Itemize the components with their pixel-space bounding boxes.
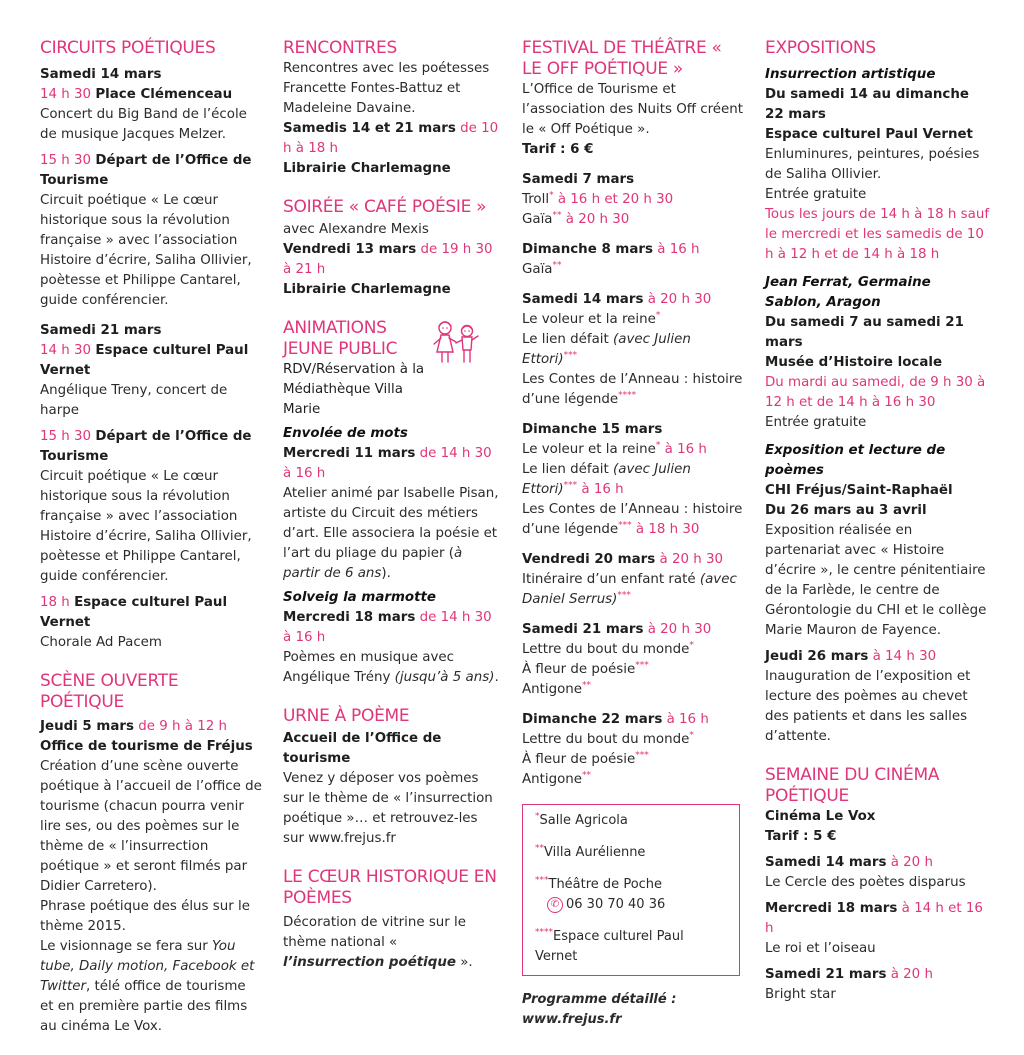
event-date: Mercredi 18 mars bbox=[283, 610, 416, 625]
show-line bbox=[522, 460, 744, 500]
section-festival bbox=[522, 38, 744, 790]
show-title: Le voleur et la reine bbox=[522, 312, 656, 327]
show-title: Itinéraire d’un enfant raté bbox=[522, 572, 700, 587]
event-date: Vendredi 13 mars bbox=[283, 242, 417, 257]
exhibit-desc: Enluminures, peintures, poésies de Saliha Ollivier. bbox=[765, 147, 980, 182]
event-desc bbox=[283, 484, 501, 584]
film-title: Le Cercle des poètes disparus bbox=[765, 875, 966, 890]
venue-name: Espace culturel Paul Vernet bbox=[535, 929, 684, 964]
venue-marker: *** bbox=[635, 750, 649, 761]
event-desc: Chorale Ad Pacem bbox=[40, 635, 162, 650]
venue-marker: *** bbox=[618, 520, 632, 531]
event-date: Dimanche 8 mars bbox=[522, 242, 653, 257]
event-date: Jeudi 26 mars bbox=[765, 649, 869, 664]
event-time: 15 h 30 bbox=[40, 429, 92, 444]
section-heading-rencontres: RENCONTRES bbox=[283, 38, 397, 58]
event-time: 18 h bbox=[40, 595, 70, 610]
event-time: 15 h 30 bbox=[40, 153, 92, 168]
event-desc bbox=[283, 913, 501, 973]
section-heading-animations: ANIMATIONS JEUNE PUBLIC bbox=[283, 318, 398, 359]
desc-italic: You tube, Daily motion, Facebook et Twitter bbox=[40, 939, 255, 994]
legend-row bbox=[535, 811, 729, 831]
show-title: Les Contes de l’Anneau : histoire d’une légende bbox=[522, 502, 743, 537]
venue-marker: ** bbox=[552, 260, 562, 271]
venue-name: Salle Agricola bbox=[539, 813, 628, 828]
event-date: Samedi 14 mars bbox=[765, 855, 887, 870]
venue-marker: * bbox=[535, 811, 540, 822]
show-line bbox=[522, 210, 744, 230]
legend-row bbox=[535, 927, 729, 967]
show-line bbox=[522, 660, 744, 680]
desc-text: Le visionnage se fera sur bbox=[40, 939, 213, 954]
event-date: Samedis 14 et 21 mars bbox=[283, 121, 456, 136]
show-title: Le lien défait bbox=[522, 332, 614, 347]
venue-marker: ** bbox=[552, 210, 562, 221]
exhibit-place: CHI Fréjus/Saint-Raphaël bbox=[765, 483, 953, 498]
event-time: à 16 h bbox=[657, 242, 700, 257]
show-title: Les Contes de l’Anneau : histoire d’une légende bbox=[522, 372, 743, 407]
desc-text: , télé office de tourisme et en première partie des films au cinéma Le Vox. bbox=[40, 979, 248, 1034]
desc-italic: (jusqu’à 5 ans) bbox=[394, 670, 495, 685]
event-place: Départ de l’Office de Tourisme bbox=[40, 153, 252, 188]
show-line bbox=[522, 750, 744, 770]
phone-icon: ✆ bbox=[547, 897, 563, 913]
event-time: à 18 h 30 bbox=[631, 522, 700, 537]
exhibit-title: Jean Ferrat, Germaine Sablon, Aragon bbox=[765, 275, 931, 310]
section-scene bbox=[40, 671, 262, 1037]
event-time: 14 h 30 bbox=[40, 343, 92, 358]
event-time: à 20 h bbox=[890, 855, 933, 870]
venue-marker: *** bbox=[635, 660, 649, 671]
event-time: de 14 h 30 à 16 h bbox=[283, 610, 492, 645]
legend-row bbox=[535, 843, 729, 863]
event-date: Samedi 21 mars bbox=[765, 967, 887, 982]
festival-intro: L’Office de Tourisme et l’association des Nuits Off créent le « Off Poétique ». bbox=[522, 82, 744, 137]
section-heading-coeur: LE CŒUR HISTORIQUE EN POÈMES bbox=[283, 867, 497, 908]
event-time: à 20 h 30 bbox=[659, 552, 724, 567]
event-date: Mercredi 11 mars bbox=[283, 446, 416, 461]
film-title: Bright star bbox=[765, 987, 836, 1002]
event-place: Espace culturel Paul Vernet bbox=[40, 595, 228, 630]
section-heading-scene: SCÈNE OUVERTE POÉTIQUE bbox=[40, 671, 179, 712]
exhibit-desc: Inauguration de l’exposition et lecture des poèmes au chevet des patients et dans les salles d’attente. bbox=[765, 669, 971, 744]
event-date: Jeudi 5 mars bbox=[40, 719, 134, 734]
event-date: Samedi 14 mars bbox=[522, 292, 644, 307]
event-time: à 20 h bbox=[890, 967, 933, 982]
show-line bbox=[522, 770, 744, 790]
exhibit-desc: Exposition réalisée en partenariat avec « Histoire d’écrire », le centre pénitentiaire de la Farlède, le centre de Gérontologie du CHI et le collège Marie Mauron de Fayence. bbox=[765, 523, 987, 638]
section-coeur bbox=[283, 867, 501, 973]
exhibit-dates: Du 26 mars au 3 avril bbox=[765, 503, 927, 518]
venue-marker: **** bbox=[535, 927, 553, 938]
cinema-tarif: Tarif : 5 € bbox=[765, 829, 837, 844]
venue-marker: *** bbox=[563, 480, 578, 491]
exhibit-title: Insurrection artistique bbox=[765, 67, 936, 82]
exhibit-entry: Entrée gratuite bbox=[765, 187, 867, 202]
section-heading-urne: URNE À POÈME bbox=[283, 706, 410, 726]
event-place: Espace culturel Paul Vernet bbox=[40, 343, 249, 378]
section-heading-circuits: CIRCUITS POÉTIQUES bbox=[40, 38, 216, 58]
event-time: 14 h 30 bbox=[40, 87, 92, 102]
section-heading-festival: FESTIVAL DE THÉÂTRE « LE OFF POÉTIQUE » bbox=[522, 38, 722, 79]
venue-name: Théâtre de Poche bbox=[548, 877, 663, 892]
venue-marker: ** bbox=[535, 843, 544, 854]
show-title: À fleur de poésie bbox=[522, 662, 636, 677]
event-date: Dimanche 22 mars bbox=[522, 712, 663, 727]
show-italic: (avec Julien Ettori) bbox=[522, 332, 691, 367]
legend-row bbox=[535, 875, 729, 895]
event-desc: Angélique Treny, concert de harpe bbox=[40, 383, 228, 418]
children-illustration-icon bbox=[431, 318, 483, 366]
desc-text: Décoration de vitrine sur le thème national « bbox=[283, 915, 467, 950]
legend-phone-row bbox=[535, 895, 729, 915]
event-place: Place Clémenceau bbox=[95, 87, 233, 102]
exhibit-entry: Entrée gratuite bbox=[765, 415, 867, 430]
show-title: Lettre du bout du monde bbox=[522, 732, 690, 747]
venue-marker: ** bbox=[582, 680, 592, 691]
event-desc: Rencontres avec les poétesses Francette Fontes-Battuz et Madeleine Davaine. bbox=[283, 61, 490, 116]
column-3 bbox=[522, 38, 744, 1030]
event-desc: Concert du Big Band de l’école de musique Jacques Melzer. bbox=[40, 107, 247, 142]
desc-italic: l’insurrection poétique bbox=[283, 955, 456, 970]
show-title: Lettre du bout du monde bbox=[522, 642, 690, 657]
show-line bbox=[522, 440, 744, 460]
show-line bbox=[522, 680, 744, 700]
event-time: de 10 h à 18 h bbox=[283, 121, 499, 156]
event-date: Dimanche 15 mars bbox=[522, 422, 663, 437]
event-place: Librairie Charlemagne bbox=[283, 282, 451, 297]
event-time: à 16 h et 20 h 30 bbox=[553, 192, 674, 207]
section-urne bbox=[283, 706, 501, 849]
venue-marker: * bbox=[655, 440, 661, 451]
show-line bbox=[522, 260, 744, 280]
desc-text: . bbox=[494, 670, 499, 685]
phone-number[interactable]: 06 30 70 40 36 bbox=[566, 897, 666, 912]
show-title: Gaïa bbox=[522, 262, 553, 277]
event-date: Samedi 21 mars bbox=[40, 323, 162, 338]
event-desc: Circuit poétique « Le cœur historique sous la révolution française » avec l’association Histoire d’écrire, Saliha Ollivier, poètesse et Philippe Cantarel, guide conférencier. bbox=[40, 469, 252, 584]
venue-marker: **** bbox=[618, 390, 637, 401]
event-desc bbox=[283, 648, 501, 688]
event-time: à 16 h bbox=[577, 482, 624, 497]
event-time: à 20 h 30 bbox=[647, 292, 712, 307]
section-cinema bbox=[765, 765, 990, 1005]
exhibit-place: Espace culturel Paul Vernet bbox=[765, 127, 973, 142]
event-time: à 20 h 30 bbox=[561, 212, 630, 227]
event-date: Vendredi 20 mars bbox=[522, 552, 656, 567]
event-date: Samedi 7 mars bbox=[522, 172, 635, 187]
event-desc: avec Alexandre Mexis bbox=[283, 222, 429, 237]
column-2 bbox=[283, 38, 501, 991]
show-line bbox=[522, 730, 744, 750]
event-time: à 16 h bbox=[660, 442, 707, 457]
show-line bbox=[522, 570, 744, 610]
show-title: Antigone bbox=[522, 682, 583, 697]
event-time: de 19 h 30 à 21 h bbox=[283, 242, 493, 277]
event-desc bbox=[40, 937, 262, 1037]
column-1 bbox=[40, 38, 262, 1055]
exhibit-place: Musée d’Histoire locale bbox=[765, 355, 943, 370]
event-date: Mercredi 18 mars bbox=[765, 901, 898, 916]
section-heading-soiree: SOIRÉE « CAFÉ POÉSIE » bbox=[283, 197, 487, 217]
venue-marker: ** bbox=[582, 770, 592, 781]
venue-marker: * bbox=[549, 190, 554, 201]
event-time: de 14 h 30 à 16 h bbox=[283, 446, 492, 481]
show-line bbox=[522, 640, 744, 660]
film-title: Le roi et l’oiseau bbox=[765, 941, 876, 956]
event-date: Samedi 14 mars bbox=[40, 67, 162, 82]
event-desc: Circuit poétique « Le cœur historique sous la révolution française » avec l’association Histoire d’écrire, Saliha Ollivier, poètesse et Philippe Cantarel, guide conférencier. bbox=[40, 193, 252, 308]
exhibit-hours: Du mardi au samedi, de 9 h 30 à 12 h et de 14 h à 16 h 30 bbox=[765, 375, 986, 410]
show-title: Le voleur et la reine bbox=[522, 442, 656, 457]
festival-tarif: Tarif : 6 € bbox=[522, 142, 594, 157]
show-title: Antigone bbox=[522, 772, 583, 787]
section-rencontres bbox=[283, 38, 501, 179]
exhibit-dates: Du samedi 7 au samedi 21 mars bbox=[765, 315, 964, 350]
event-title: Envolée de mots bbox=[283, 426, 408, 441]
show-line bbox=[522, 310, 744, 330]
event-time: à 14 h 30 bbox=[872, 649, 937, 664]
rdv-info: RDV/Réservation à la Médiathèque Villa Marie bbox=[283, 362, 425, 417]
section-animations bbox=[283, 318, 501, 688]
show-line bbox=[522, 330, 744, 370]
venue-marker: * bbox=[689, 640, 694, 651]
event-place: Accueil de l’Office de tourisme bbox=[283, 731, 442, 766]
desc-text: Atelier animé par Isabelle Pisan, artiste du Circuit des métiers d’art. Elle associera la poésie et l’art du pliage du papier ( bbox=[283, 486, 499, 561]
show-title: Troll bbox=[522, 192, 550, 207]
section-heading-expositions: EXPOSITIONS bbox=[765, 38, 876, 58]
show-line bbox=[522, 500, 744, 540]
section-soiree bbox=[283, 197, 501, 300]
event-place: Office de tourisme de Fréjus bbox=[40, 739, 253, 754]
desc-text: ». bbox=[455, 955, 473, 970]
event-place: Librairie Charlemagne bbox=[283, 161, 451, 176]
show-italic: (avec Julien Ettori) bbox=[522, 462, 691, 497]
column-4 bbox=[765, 38, 990, 1005]
desc-italic: à partir de 6 ans bbox=[283, 546, 463, 581]
venue-marker: * bbox=[655, 310, 661, 321]
section-expositions bbox=[765, 38, 990, 747]
exhibit-dates: Du samedi 14 au dimanche 22 mars bbox=[765, 87, 969, 122]
venue-marker: *** bbox=[617, 590, 631, 601]
event-desc: Venez y déposer vos poèmes sur le thème de « l’insurrection poétique »… et retrouvez-les sur www.frejus.fr bbox=[283, 771, 493, 846]
show-title: Le lien défait bbox=[522, 462, 614, 477]
event-desc: Création d’une scène ouverte poétique à l’accueil de l’office de tourisme (chacun pourra venir lire ses, ou des poèmes sur le thème de « l’insurrection poétique » et seront filmés par Didier Carretero). bbox=[40, 759, 262, 894]
show-line bbox=[522, 190, 744, 210]
show-line bbox=[522, 370, 744, 410]
section-circuits bbox=[40, 38, 262, 653]
venue-name: Villa Aurélienne bbox=[544, 845, 646, 860]
venue-marker: *** bbox=[535, 875, 549, 886]
venue-marker: *** bbox=[563, 350, 578, 361]
event-place: Départ de l’Office de Tourisme bbox=[40, 429, 252, 464]
event-time: à 20 h 30 bbox=[647, 622, 712, 637]
event-date: Samedi 21 mars bbox=[522, 622, 644, 637]
program-link[interactable]: Programme détaillé : www.frejus.fr bbox=[522, 992, 677, 1027]
section-heading-cinema: SEMAINE DU CINÉMA POÉTIQUE bbox=[765, 765, 940, 806]
event-time: à 16 h bbox=[666, 712, 709, 727]
exhibit-hours: Tous les jours de 14 h à 18 h sauf le mercredi et les samedis de 10 h à 12 h et de 14 h à 18 h bbox=[765, 207, 990, 262]
show-title: Gaïa bbox=[522, 212, 553, 227]
desc-text: ). bbox=[381, 566, 391, 581]
show-title: À fleur de poésie bbox=[522, 752, 636, 767]
venue-legend-box bbox=[522, 804, 740, 976]
event-title: Solveig la marmotte bbox=[283, 590, 436, 605]
venue-marker: * bbox=[689, 730, 694, 741]
show-italic: (avec Daniel Serrus) bbox=[522, 572, 737, 607]
event-time: à 14 h et 16 h bbox=[765, 901, 983, 936]
exhibit-title: Exposition et lecture de poèmes bbox=[765, 443, 946, 478]
event-time: de 9 h à 12 h bbox=[138, 719, 228, 734]
event-desc: Phrase poétique des élus sur le thème 2015. bbox=[40, 899, 250, 934]
desc-text: Poèmes en musique avec Angélique Trény bbox=[283, 650, 454, 685]
cinema-place: Cinéma Le Vox bbox=[765, 809, 876, 824]
